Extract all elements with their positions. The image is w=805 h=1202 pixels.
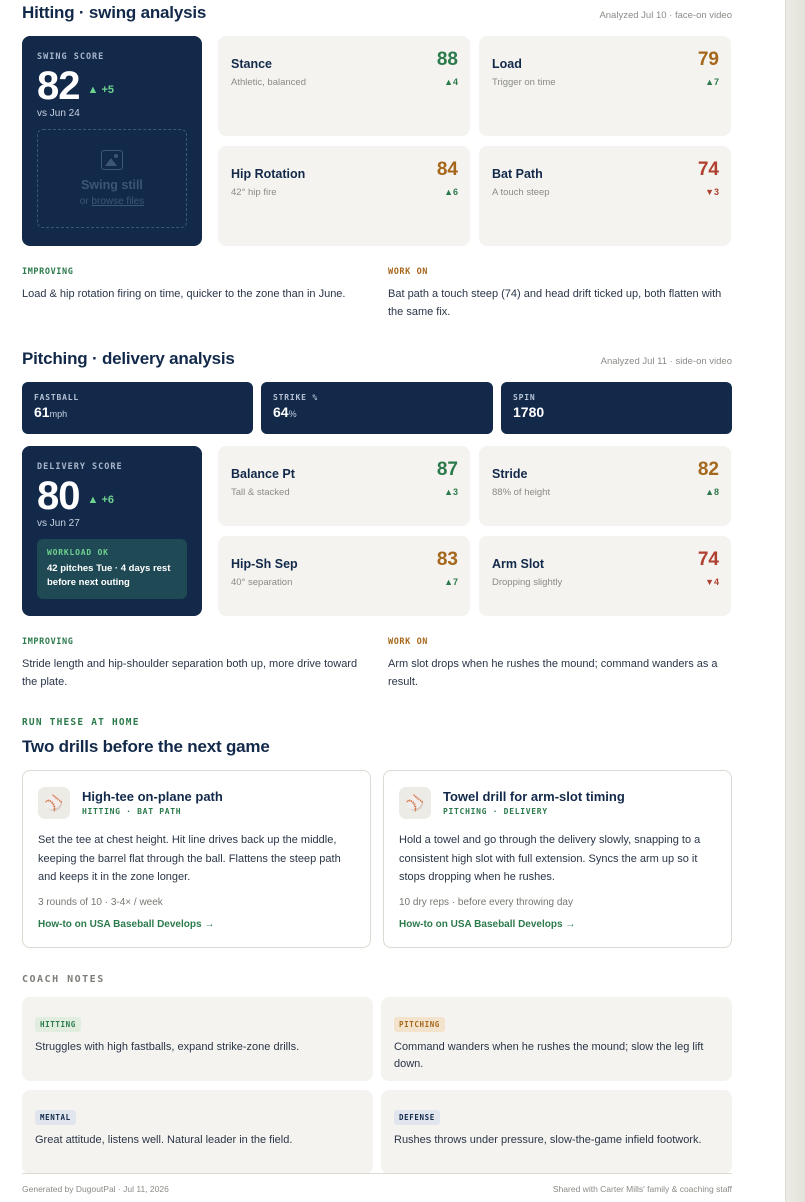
drills-kicker: RUN THESE AT HOME [22,717,140,728]
pitching-title: Pitching · delivery analysis [22,349,235,368]
metric-stride [479,446,731,526]
coach-note-text: Great attitude, listens well. Natural leader in the field. [35,1134,293,1146]
workload-text: 42 pitches Tue · 4 days rest before next outing [47,563,171,588]
work-on-label: WORK ON [388,267,429,277]
drill-card-towel [383,770,732,948]
drills-title: Two drills before the next game [22,737,270,756]
coach-note-hitting [22,997,373,1081]
metric-delta: ▲7 [444,577,458,587]
swing-score-vs: vs Jun 24 [37,108,80,119]
metric-delta: ▲4 [444,77,458,87]
stat-unit: % [288,409,297,419]
workload-status [37,539,187,599]
swing-score-card [22,36,202,246]
metric-name: Load [492,57,522,71]
coach-note-tag: DEFENSE [394,1110,440,1125]
drill-title: High-tee on-plane path [82,789,223,804]
stat-unit: mph [49,409,68,419]
coach-note-defense [381,1090,732,1174]
drill-body: Set the tee at chest height. Hit line drives back up the middle, keeping the barrel flat through the ball. Flattens the steep path and keeps it in the zone longer. [38,834,341,883]
delivery-score-label: DELIVERY SCORE [37,462,123,472]
drill-tag: PITCHING · DELIVERY [443,807,548,816]
stat-strike-pct [261,382,493,434]
coach-note-text: Command wanders when he rushes the mound; slow the leg lift down. [394,1041,704,1070]
work-on-text: Bat path a touch steep (74) and head drift ticked up, both flatten with the same fix. [388,288,722,318]
swing-still-upload[interactable] [37,129,187,228]
pitching-work-on [388,637,728,691]
metric-value: 82 [697,459,719,480]
stat-value: 1780 [513,404,545,420]
delivery-score-vs: vs Jun 27 [37,518,80,529]
metric-hip-rotation [218,146,470,246]
workload-label: WORKLOAD OK [47,548,109,557]
pitching-header [22,349,732,369]
drill-howto-link[interactable]: How-to on USA Baseball Develops → [399,918,576,930]
coach-note-tag: MENTAL [35,1110,76,1125]
improving-label: IMPROVING [22,267,74,277]
metric-value: 74 [697,159,719,180]
stat-value: 61 [34,404,50,420]
coach-note-text: Rushes throws under pressure, slow-the-game infield footwork. [394,1134,702,1146]
metric-hip-sh-sep [218,536,470,616]
baseball-icon: ⚾ [38,787,70,819]
stat-fastball [22,382,253,434]
metric-delta: ▲8 [705,487,719,497]
delivery-score-value: 80 [37,474,80,518]
metric-name: Stride [492,467,528,481]
metric-value: 87 [436,459,458,480]
coach-note-text: Struggles with high fastballs, expand strike-zone drills. [35,1041,300,1053]
work-on-label: WORK ON [388,637,429,647]
swing-score-delta: ▲ +5 [87,84,114,96]
metric-sub: 88% of height [492,487,551,498]
drill-card-high-tee [22,770,371,948]
hitting-header [22,3,732,23]
metric-delta: ▼3 [705,187,719,197]
metric-sub: 42° hip fire [231,187,277,198]
metric-name: Stance [231,57,272,71]
right-scroll-rail [785,0,805,1202]
metric-stance [218,36,470,136]
metric-name: Hip Rotation [231,167,306,181]
upload-sub: or browse files [79,196,145,207]
drill-meta: 3 rounds of 10 · 3-4× / week [38,896,163,908]
stat-spin [501,382,732,434]
footer [22,1173,732,1194]
metric-arm-slot [479,536,731,616]
metric-value: 79 [697,49,719,70]
footer-generated: Generated by DugoutPal · Jul 11, 2026 [22,1184,169,1194]
coach-note-mental [22,1090,373,1174]
stat-label: FASTBALL [34,393,79,402]
metric-sub: Trigger on time [492,77,556,88]
metric-sub: Athletic, balanced [231,77,306,88]
coach-notes-title: COACH NOTES [22,974,105,985]
metric-delta: ▲6 [444,187,458,197]
drill-tag: HITTING · BAT PATH [82,807,182,816]
hitting-title: Hitting · swing analysis [22,3,207,22]
footer-shared: Shared with Carter Mills' family & coaching staff [552,1184,732,1194]
stat-label: SPIN [513,393,536,402]
work-on-text: Arm slot drops when he rushes the mound; command wanders as a result. [388,658,718,688]
drill-howto-link[interactable]: How-to on USA Baseball Develops → [38,918,215,930]
metric-bat-path [479,146,731,246]
coach-note-pitching [381,997,732,1081]
metric-sub: 40° separation [231,577,293,588]
metric-name: Hip-Sh Sep [231,557,298,571]
coach-note-tag: PITCHING [394,1017,445,1032]
improving-text: Load & hip rotation firing on time, quicker to the zone than in June. [22,288,346,300]
swing-score-label: SWING SCORE [37,52,105,62]
hitting-improving [22,267,362,303]
metric-value: 88 [436,49,458,70]
stat-value: 64 [273,404,289,420]
delivery-score-delta: ▲ +6 [87,494,114,506]
metric-value: 83 [436,549,458,570]
improving-label: IMPROVING [22,637,74,647]
metric-sub: Tall & stacked [231,487,290,498]
metric-delta: ▼4 [705,577,719,587]
metric-value: 74 [697,549,719,570]
image-icon [101,150,123,170]
swing-score-value: 82 [37,64,80,108]
drill-body: Hold a towel and go through the delivery slowly, snapping to a consistent high slot with full extension. Syncs the arm up so it stops dropping when he rushes. [399,834,701,883]
delivery-score-card [22,446,202,616]
metric-balance-pt [218,446,470,526]
metric-value: 84 [436,159,458,180]
metric-name: Balance Pt [231,467,295,481]
metric-delta: ▲3 [444,487,458,497]
metric-name: Bat Path [492,167,543,181]
drill-meta: 10 dry reps · before every throwing day [399,896,573,908]
browse-files-link[interactable]: browse files [91,196,145,207]
baseball-icon: ⚾ [399,787,431,819]
pitching-improving [22,637,362,691]
improving-text: Stride length and hip-shoulder separation both up, more drive toward the plate. [22,658,358,688]
coach-note-tag: HITTING [35,1017,81,1032]
metric-name: Arm Slot [492,557,545,571]
upload-title: Swing still [81,178,143,192]
hitting-meta: Analyzed Jul 10 · face-on video [599,10,732,21]
metric-sub: Dropping slightly [492,577,563,588]
metric-load [479,36,731,136]
drill-title: Towel drill for arm-slot timing [443,789,625,804]
stat-label: STRIKE % [273,393,318,402]
pitching-meta: Analyzed Jul 11 · side-on video [600,356,732,367]
metric-sub: A touch steep [492,187,550,198]
hitting-work-on [388,267,728,321]
metric-delta: ▲7 [705,77,719,87]
